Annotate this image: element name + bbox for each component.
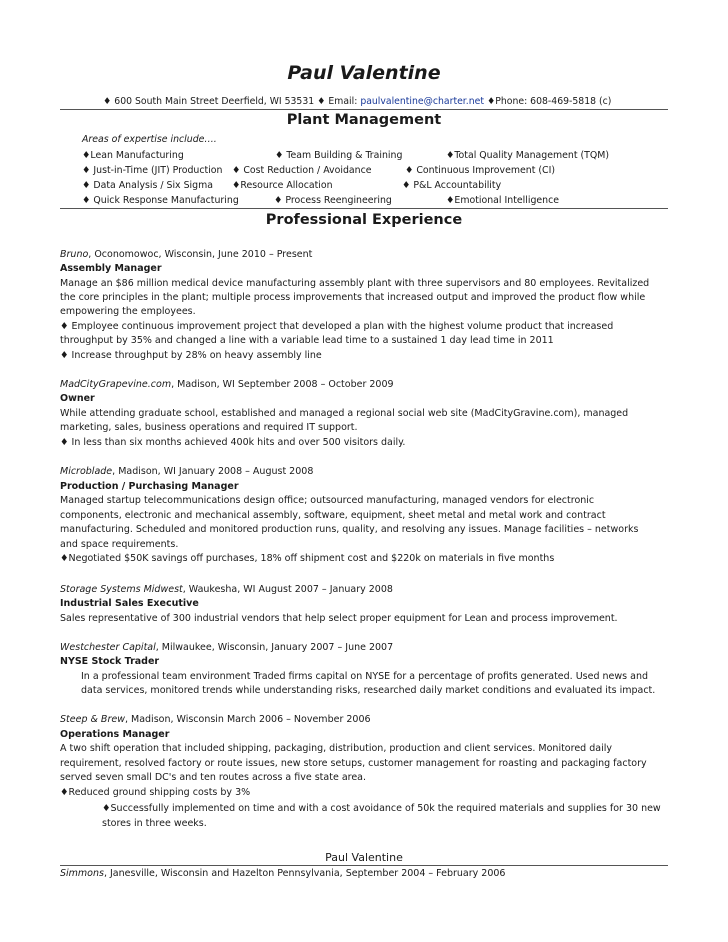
job-line: stores in three weeks. <box>102 818 207 829</box>
skill-item: ♦ Just-in-Time (JIT) Production <box>82 165 223 176</box>
job-line: served seven small DC's and ten routes across a five state area. <box>60 772 367 783</box>
skill-item: ♦ Data Analysis / Six Sigma <box>82 180 213 191</box>
job-line: throughput by 35% and changed a line with a variable lead time to a sustained 1 day lead time in 2011 <box>60 335 554 346</box>
job-line: the core principles in the plant; multiple process improvements that increased output and improved the product flow while <box>60 292 646 303</box>
job-line: and space requirements. <box>60 539 179 550</box>
job-heading <box>60 466 313 477</box>
job-heading <box>60 642 393 653</box>
divider <box>60 865 668 866</box>
job-line: ♦ Increase throughput by 28% on heavy assembly line <box>60 350 322 361</box>
job-line: Sales representative of 300 industrial vendors that help select proper equipment for Lean and process improvement. <box>60 613 618 624</box>
job-role: Production / Purchasing Manager <box>60 481 239 492</box>
job-role: Assembly Manager <box>60 263 162 274</box>
job-heading <box>60 584 393 595</box>
company-name: Westchester Capital <box>60 642 156 653</box>
job-heading <box>60 714 371 725</box>
page-header-name: Paul Valentine <box>325 851 403 864</box>
job-line: ♦ Employee continuous improvement project that developed a plan with the highest volume product that increased <box>60 321 614 332</box>
job-line: ♦ In less than six months achieved 400k hits and over 500 visitors daily. <box>60 437 406 448</box>
section-title-professional-experience: Professional Experience <box>265 212 463 228</box>
skill-item: ♦ Quick Response Manufacturing <box>82 195 239 206</box>
job-heading <box>60 379 394 390</box>
company-name: Steep & Brew <box>60 714 125 725</box>
job-role: Industrial Sales Executive <box>60 598 199 609</box>
skill-item: ♦Resource Allocation <box>232 180 333 191</box>
skill-item: ♦ Process Reengineering <box>274 195 392 206</box>
skill-item: ♦ Team Building & Training <box>275 150 403 161</box>
job-line: manufacturing. Scheduled and monitored production runs, quality, and resolving any issues. Manage facilities – networks <box>60 524 639 535</box>
job-role: Owner <box>60 393 95 404</box>
candidate-name: Paul Valentine <box>287 62 441 84</box>
contact-address: ♦ 600 South Main Street Deerfield, WI 53531 ♦ Email: <box>103 96 361 107</box>
job-location-dates: , Madison, Wisconsin March 2006 – November 2006 <box>124 714 371 725</box>
job-role: NYSE Stock Trader <box>60 656 160 667</box>
job-location-dates: , Madison, WI January 2008 – August 2008 <box>112 466 314 477</box>
company-name: MadCityGrapevine.com <box>60 379 172 390</box>
skill-item: ♦ Cost Reduction / Avoidance <box>232 165 372 176</box>
job-line: ♦Reduced ground shipping costs by 3% <box>60 787 251 798</box>
company-name: Microblade <box>60 466 113 477</box>
skill-item: ♦ Continuous Improvement (CI) <box>405 165 555 176</box>
job-location-dates: , Janesville, Wisconsin and Hazelton Pennsylvania, September 2004 – February 2006 <box>103 868 506 879</box>
divider <box>60 208 668 209</box>
job-location-dates: , Milwaukee, Wisconsin, January 2007 – June 2007 <box>155 642 394 653</box>
job-line: components, electronic and mechanical assembly, software, equipment, sheet metal and metal work and contract <box>60 510 606 521</box>
job-heading <box>60 868 505 879</box>
job-role: Operations Manager <box>60 729 170 740</box>
company-name: Simmons <box>60 868 104 879</box>
company-name: Bruno <box>60 249 89 260</box>
job-line: ♦Negotiated $50K savings off purchases, 18% off shipment cost and $220k on materials in five months <box>60 553 555 564</box>
skill-item: ♦Total Quality Management (TQM) <box>446 150 610 161</box>
job-heading <box>60 249 312 260</box>
section-title-plant-management: Plant Management <box>286 112 442 128</box>
job-line: In a professional team environment Traded firms capital on NYSE for a percentage of profits generated. Used news and <box>81 671 648 682</box>
job-line: data services, monitored trends while understanding risks, researched daily market conditions and evaluated its impact. <box>81 685 656 696</box>
job-location-dates: , Madison, WI September 2008 – October 2009 <box>171 379 394 390</box>
skill-item: ♦Emotional Intelligence <box>446 195 560 206</box>
skill-item: ♦ P&L Accountability <box>402 180 502 191</box>
job-line: Manage an $86 million medical device manufacturing assembly plant with three supervisors and 80 employees. Revitalized <box>60 278 650 289</box>
job-line: Managed startup telecommunications design office; outsourced manufacturing, managed vendors for electronic <box>60 495 595 506</box>
job-line: empowering the employees. <box>60 306 196 317</box>
job-location-dates: , Oconomowoc, Wisconsin, June 2010 – Present <box>88 249 313 260</box>
contact-phone: ♦Phone: 608-469-5818 (c) <box>484 96 612 107</box>
job-location-dates: , Waukesha, WI August 2007 – January 2008 <box>182 584 393 595</box>
job-line: While attending graduate school, established and managed a regional social web site (MadCityGravine.com), managed <box>60 408 629 419</box>
job-line: ♦Successfully implemented on time and with a cost avoidance of 50k the required materials and supplies for 30 new <box>102 803 661 814</box>
divider <box>60 109 668 110</box>
job-line: requirement, resolved factory or route issues, new store setups, customer management for roasting and packaging factory <box>60 758 647 769</box>
company-name: Storage Systems Midwest <box>60 584 183 595</box>
areas-label: Areas of expertise include…. <box>82 134 217 145</box>
job-line: A two shift operation that included shipping, packaging, distribution, production and client services. Monitored daily <box>60 743 612 754</box>
skill-item: ♦Lean Manufacturing <box>82 150 184 161</box>
job-line: marketing, sales, business operations and required IT support. <box>60 422 358 433</box>
contact-line <box>103 96 611 107</box>
email-link[interactable]: paulvalentine@charter.net <box>360 96 484 107</box>
